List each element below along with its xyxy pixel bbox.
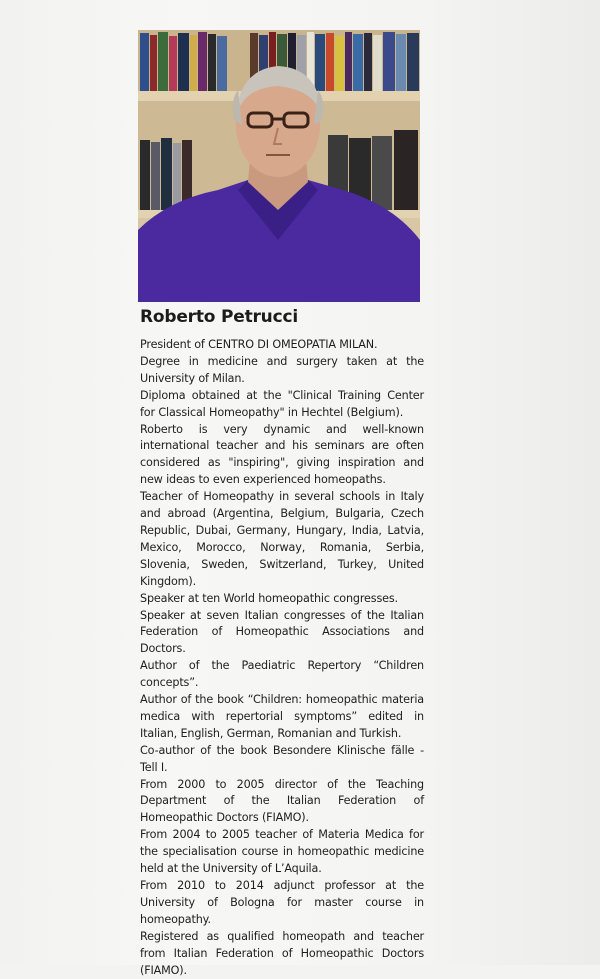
bio-paragraph: From 2010 to 2014 adjunct professor at the University of Bologna for master course in homeopathy. xyxy=(140,879,424,926)
biography xyxy=(140,337,424,979)
bio-paragraph: Co-author of the book Besondere Klinische fälle - Tell I. xyxy=(140,743,424,774)
bio-paragraph: Teacher of Homeopathy in several schools in Italy and abroad (Argentina, Belgium, Bulgaria, Czech Republic, Dubai, Germany, Hungary, India, Latvia, Mexico, Morocco, Norway, Romania, Serbia, Slovenia, Sweden, Switzerland, Turkey, United Kingdom). xyxy=(140,490,424,588)
bio-paragraph: Degree in medicine and surgery taken at the University of Milan. xyxy=(140,354,424,385)
bio-paragraph: Speaker at ten World homeopathic congresses. xyxy=(140,591,398,605)
bio-paragraph: President of CENTRO DI OMEOPATIA MILAN. xyxy=(140,338,378,351)
bio-paragraph: Roberto is very dynamic and well-known international teacher and his seminars are often considered as "inspiring", giving inspiration and new ideas to even experienced homeopaths. xyxy=(140,422,424,487)
person-name: Roberto Petrucci xyxy=(140,307,298,327)
bio-paragraph: Diploma obtained at the "Clinical Training Center for Classical Homeopathy" in Hechtel (Belgium). xyxy=(140,388,424,419)
portrait-photo xyxy=(138,30,420,302)
bio-paragraph: From 2000 to 2005 director of the Teaching Department of the Italian Federation of Homeopathic Doctors (FIAMO). xyxy=(140,777,424,825)
bio-paragraph: Author of the book “Children: homeopathic materia medica with repertorial symptoms” edited in Italian, English, German, Romanian and Turkish. xyxy=(140,693,424,740)
bio-paragraph: From 2004 to 2005 teacher of Materia Medica for the specialisation course in homeopathic medicine held at the University of L’Aquila. xyxy=(140,828,424,876)
bio-paragraph: Speaker at seven Italian congresses of the Italian Federation of Homeopathic Associations and Doctors. xyxy=(140,608,424,656)
bio-paragraph: Registered as qualified homeopath and teacher from Italian Federation of Homeopathic Doctors (FIAMO). xyxy=(140,929,424,977)
bio-paragraph: Author of the Paediatric Repertory “Children concepts”. xyxy=(140,659,424,690)
